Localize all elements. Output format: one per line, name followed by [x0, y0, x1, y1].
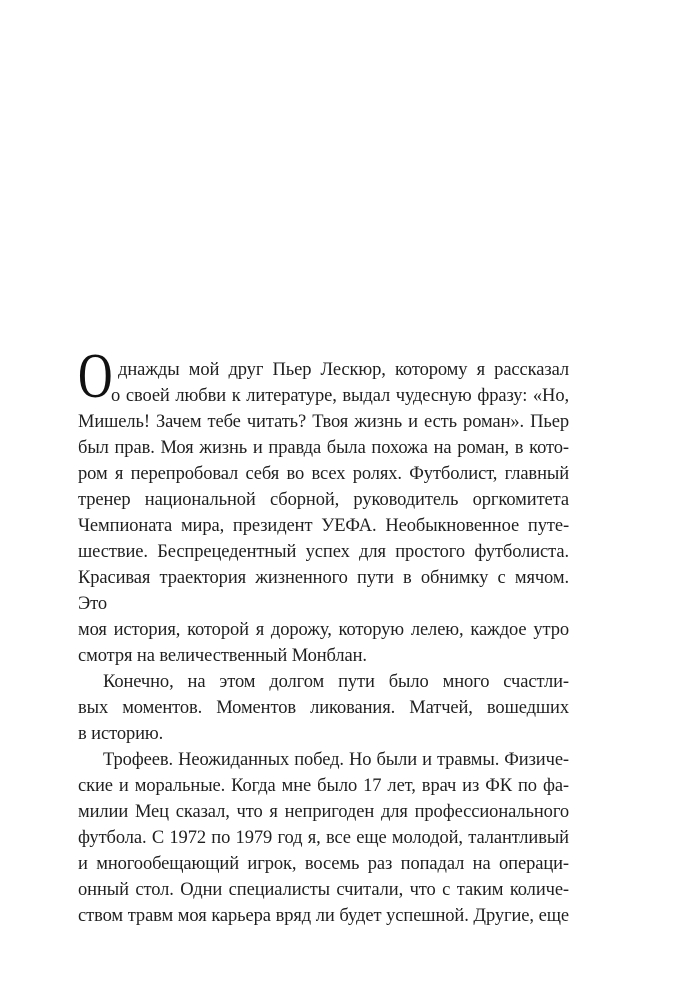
- text-line: Красивая траектория жизненного пути в обнимку с мячом. Это: [78, 568, 569, 614]
- text-line: и многообещающий игрок, восемь раз попадал на операци-: [78, 854, 569, 874]
- text-line: милии Мец сказал, что я непригоден для профессионального: [78, 802, 569, 822]
- text-line: в историю.: [78, 724, 164, 744]
- text-line: ские и моральные. Когда мне было 17 лет, врач из ФК по фа-: [78, 776, 569, 796]
- text-line: вых моментов. Моментов ликования. Матчей, вошедших: [78, 698, 569, 718]
- text-line: тренер национальной сборной, руководитель оргкомитета: [78, 490, 569, 510]
- text-line: смотря на величественный Монблан.: [78, 646, 367, 666]
- text-line: шествие. Беспрецедентный успех для простого футболиста.: [78, 542, 569, 562]
- text-line: о своей любви к литературе, выдал чудесную фразу: «Но,: [111, 386, 569, 406]
- text-line: моя история, которой я дорожу, которую лелею, каждое утро: [78, 620, 569, 640]
- text-line: Мишель! Зачем тебе читать? Твоя жизнь и есть роман». Пьер: [78, 412, 569, 432]
- page-text-block: [78, 341, 569, 929]
- text-line: Трофеев. Неожиданных побед. Но были и травмы. Физиче-: [103, 750, 569, 770]
- text-line: футбола. С 1972 по 1979 год я, все еще молодой, талантливый: [78, 828, 569, 848]
- paragraphs-container: [78, 341, 569, 929]
- paragraph: [78, 341, 569, 669]
- paragraph: [78, 747, 569, 929]
- text-line: ством травм моя карьера вряд ли будет успешной. Другие, еще: [78, 906, 569, 926]
- text-line: Чемпионата мира, президент УЕФА. Необыкновенное путе-: [78, 516, 569, 536]
- drop-cap-letter: О: [78, 341, 113, 411]
- text-line: Конечно, на этом долгом пути было много счастли-: [103, 672, 569, 692]
- text-line: был прав. Моя жизнь и правда была похожа на роман, в кото-: [78, 438, 569, 458]
- text-line: днажды мой друг Пьер Лескюр, которому я рассказал: [118, 360, 569, 380]
- text-line: онный стол. Одни специалисты считали, что с таким количе-: [78, 880, 569, 900]
- text-line: ром я перепробовал себя во всех ролях. Футболист, главный: [78, 464, 569, 484]
- paragraph: [78, 669, 569, 747]
